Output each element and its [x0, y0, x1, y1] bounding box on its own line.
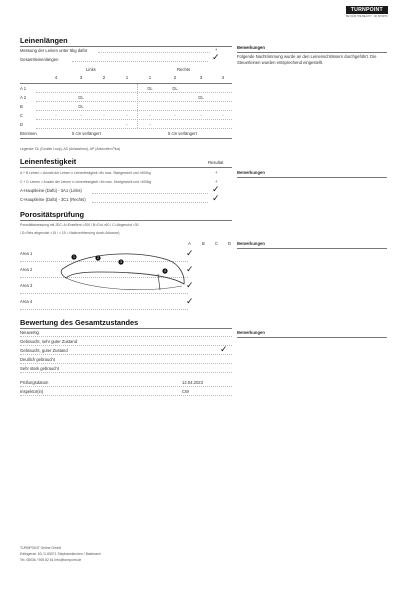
- checkmark-icon: ✓: [212, 193, 220, 203]
- dotted-line: [20, 372, 232, 373]
- date-value: 12.04.2023: [182, 380, 203, 385]
- remarks-title: Bemerkungen: [237, 170, 265, 175]
- divider: [237, 52, 387, 53]
- result-header: Resultat: [208, 160, 224, 165]
- grid-line: [36, 119, 232, 120]
- section-title-leinenlaengen: Leinenlängen: [20, 36, 68, 45]
- porositaet-desc: Porositätsmessung mit JDC: A=Exzellent >200 / B=Gut >60 / C=Abgenutzt >30: [20, 223, 139, 227]
- row-label: C: [20, 113, 24, 118]
- divider: [237, 248, 387, 249]
- grid-cell: -: [222, 113, 224, 118]
- brand-logo: [346, 6, 388, 18]
- dotted-line: [20, 386, 232, 387]
- brand-logo-text: TURNPOINT: [346, 6, 388, 14]
- grid-cell: DL: [172, 86, 178, 91]
- dotted-line: [20, 336, 232, 337]
- col-header: 3: [79, 75, 83, 80]
- col-header: 4: [54, 75, 58, 80]
- grid-cell: DL: [147, 86, 153, 91]
- dotted-line: [92, 193, 208, 194]
- dotted-line: [20, 354, 232, 355]
- dotted-line: [20, 309, 188, 310]
- footer-address: Edlingerstr. 63, D-83071 Stephanskirchen / Baierbach: [20, 552, 101, 556]
- grid-cell: -: [149, 113, 151, 118]
- festigkeit-row: A + B Leinen = Anzahl der Leinen x Leinenfestigkeit >8x max. Startgewicht und >600kg: [20, 171, 151, 175]
- row-label: A 1: [20, 86, 27, 91]
- divider: [20, 46, 232, 47]
- row-label-gesamt: Gesamtleinenlängen: [20, 57, 59, 62]
- festigkeit-row: C-Hauptleine (Dafü) - 3C1 (Rechts): [20, 197, 86, 202]
- section-title-leinenfestigkeit: Leinenfestigkeit: [20, 157, 77, 166]
- brand-tagline: BEYOND THE BEAUTY · OF SPORTS: [346, 15, 388, 18]
- grade-col: B: [202, 241, 205, 246]
- remarks-leinen: [237, 45, 387, 65]
- grid-cell: -: [149, 122, 151, 127]
- grid-line: [36, 92, 232, 93]
- divider: [20, 167, 232, 168]
- plus-mark: +: [215, 179, 218, 184]
- inspector-value: CW: [182, 389, 189, 394]
- divider: [20, 220, 232, 221]
- inspector-label: Inspektor(in): [20, 389, 44, 394]
- dotted-line: [92, 202, 208, 203]
- grid-line: [36, 128, 232, 129]
- marker-label: 3: [120, 260, 122, 265]
- plus-mark: +: [215, 170, 218, 175]
- dotted-line: [20, 363, 232, 364]
- center-separator: [137, 84, 138, 128]
- grid-cell: DL: [78, 104, 84, 109]
- area-label: Area 3: [20, 283, 33, 288]
- wing-lower-edge: [66, 278, 182, 290]
- remarks-title: Bemerkungen: [237, 330, 265, 335]
- checkmark-icon: ✓: [186, 296, 194, 306]
- wing-profile-diagram: [58, 248, 188, 308]
- header-links: Links: [86, 67, 96, 72]
- divider: [20, 138, 232, 139]
- grid-cell: -: [174, 113, 176, 118]
- col-header: 1: [125, 75, 129, 80]
- date-label: Prüfungsdatum: [20, 380, 49, 385]
- porositaet-desc: / D=Sehr abgenutzt >15 / < 15 = Nachverblemung durch Advance): [20, 231, 120, 235]
- marker-label: 2: [97, 256, 99, 261]
- row-label-messung: Messung der Leinen unter 5kg dafür: [20, 48, 88, 53]
- divider: [237, 337, 387, 338]
- grade-col: A: [188, 241, 191, 246]
- grade-col: C: [215, 241, 219, 246]
- remarks-text: Folgende Nachtrimmung wurde an den Leinenschlössern durchgeführt. Die Steuerleinen wurden entsprechend eingestellt.: [237, 54, 377, 65]
- dotted-line: [20, 345, 232, 346]
- rating-option: Gebraucht, sehr guter Zustand: [20, 339, 78, 344]
- grid-cell: -: [126, 113, 128, 118]
- marker-label: 1: [73, 255, 75, 260]
- area-label: Area 4: [20, 299, 33, 304]
- col-header: 4: [221, 75, 225, 80]
- grid-cell: -: [126, 122, 128, 127]
- checkmark-icon: ✓: [186, 248, 194, 258]
- rating-option: Deutlich gebraucht: [20, 357, 55, 362]
- footer-contact: Tel. 08036 / 908 82 61 info@turnpoint.de: [20, 558, 82, 562]
- grid-cell: -: [55, 113, 57, 118]
- plus-mark: +: [215, 47, 218, 52]
- checkmark-icon: ✓: [186, 280, 194, 290]
- area-label: Area 2: [20, 267, 33, 272]
- section-title-porositaet: Porositätsprüfung: [20, 210, 85, 219]
- grid-cell: -: [103, 113, 105, 118]
- rating-option: Sehr stark gebraucht: [20, 366, 59, 371]
- footer-company: TURNPOINT Online GmbH: [20, 546, 62, 550]
- festigkeit-row: C + D Leinen = Anzahl der Leinen x Leinenfestigkeit >6x max. Startgewicht und >600kg: [20, 180, 152, 184]
- dotted-line: [98, 52, 210, 53]
- checkmark-icon: ✓: [212, 52, 220, 62]
- bremsen-links-value: 5 cm verlängert: [72, 131, 101, 136]
- bremsen-rechts-value: 5 cm verlängert: [168, 131, 197, 136]
- remarks-body: [237, 54, 387, 65]
- divider: [20, 328, 232, 329]
- area-label: Area 1: [20, 251, 33, 256]
- grid-cell: -: [200, 113, 202, 118]
- festigkeit-row: A-Hauptleine (Dafü) - 3A1 (Links): [20, 188, 82, 193]
- divider: [237, 177, 387, 178]
- grid-line: [36, 110, 232, 111]
- legend-text: Legende: DL (Double Loop), AS (Anlassform), AP (Anknotten Plus): [20, 147, 121, 151]
- grid-line: [36, 101, 232, 102]
- divider: [20, 83, 232, 84]
- checkmark-icon: ✓: [212, 184, 220, 194]
- col-header: 2: [102, 75, 106, 80]
- marker-label: 4: [164, 269, 166, 274]
- grid-cell: DL: [78, 95, 84, 100]
- section-title-bewertung: Bewertung des Gesamtzustandes: [20, 318, 139, 327]
- col-header: 2: [173, 75, 177, 80]
- dotted-line: [20, 395, 232, 396]
- col-header: 3: [199, 75, 203, 80]
- rating-option: Gebraucht, guter Zustand: [20, 348, 68, 353]
- grade-col: D: [228, 241, 232, 246]
- row-label: D: [20, 122, 24, 127]
- grid-cell: -: [80, 113, 82, 118]
- row-label: A 2: [20, 95, 27, 100]
- header-rechts: Rechts: [177, 67, 191, 72]
- rating-option: Neuwertig: [20, 330, 39, 335]
- grid-cell: DL: [198, 95, 204, 100]
- row-label: B: [20, 104, 23, 109]
- remarks-title: Bemerkungen: [237, 241, 265, 246]
- dotted-line: [72, 61, 208, 62]
- checkmark-icon: ✓: [220, 344, 228, 354]
- bremsen-label: Bremsen: [20, 131, 37, 136]
- col-header: 1: [148, 75, 152, 80]
- remarks-title: Bemerkungen: [237, 45, 265, 50]
- checkmark-icon: ✓: [186, 264, 194, 274]
